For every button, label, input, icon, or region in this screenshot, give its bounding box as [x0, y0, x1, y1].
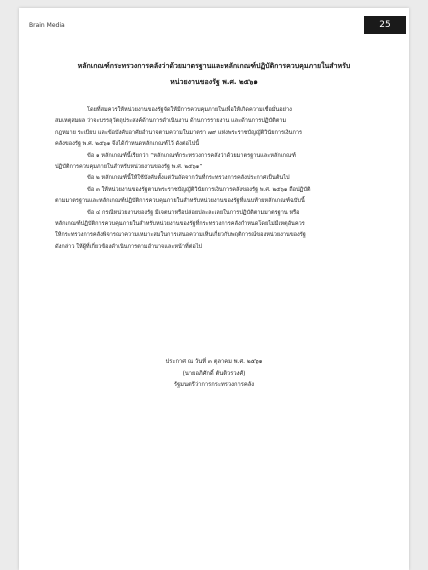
text-line: คลังของรัฐ พ.ศ. ๒๕๖๑ จึงได้กำหนดหลักเกณฑ์ไว้ ดังต่อไปนี้	[55, 141, 200, 148]
text-line: หลักเกณฑ์ปฏิบัติการควบคุมภายในสำหรับหน่วยงานของรัฐที่กระทรวงการคลังกำหนดโดยไม่มีเหตุอันควร	[55, 221, 305, 228]
signatory-name: (นายอภิศักดิ์ ตันติวรวงศ์)	[182, 370, 246, 377]
text-line: ข้อ ๒ หลักเกณฑ์นี้ให้ใช้บังคับตั้งแต่วันถัดจากวันที่กระทรวงการคลังประกาศเป็นต้นไป	[87, 175, 290, 182]
header-brand: Brain Media	[29, 22, 65, 29]
text-line: โดยที่สมควรให้หน่วยงานของรัฐจัดให้มีการควบคุมภายในเพื่อให้เกิดความเชื่อมั่นอย่าง	[87, 107, 292, 113]
text-line: สมเหตุสมผล ว่าจะบรรลุวัตถุประสงค์ด้านการดำเนินงาน ด้านการรายงาน และด้านการปฏิบัติตาม	[55, 118, 287, 125]
text-line: ตามมาตรฐานและหลักเกณฑ์ปฏิบัติการควบคุมภายในสำหรับหน่วยงานของรัฐที่แนบท้ายหลักเกณฑ์ฉบับนี้	[55, 198, 305, 205]
page-number-badge: 25	[364, 16, 406, 34]
title-line: หลักเกณฑ์กระทรวงการคลังว่าด้วยมาตรฐานและหลักเกณฑ์ปฏิบัติการควบคุมภายในสำหรับ	[77, 62, 351, 70]
title-line: หน่วยงานของรัฐ พ.ศ. ๒๕๖๑	[170, 78, 258, 86]
text-line: กฎหมาย ระเบียบ และข้อบังคับอาศัยอำนาจตามความในมาตรา ๗๙ แห่งพระราชบัญญัติวินัยการเงินการ	[55, 129, 303, 136]
signatory-position: รัฐมนตรีว่าการกระทรวงการคลัง	[173, 382, 255, 388]
paragraph-clause-3	[55, 185, 383, 208]
text-line: ข้อ ๔ กรณีหน่วยงานของรัฐ มีเจตนาหรือปล่อยปละละเลยในการปฏิบัติตามมาตรฐาน หรือ	[87, 209, 300, 216]
text-line: ดังกล่าว ให้ผู้ที่เกี่ยวข้องดำเนินการตามอำนาจและหน้าที่ต่อไป	[55, 243, 203, 250]
document-title	[19, 58, 409, 90]
paragraph-clause-1	[55, 151, 383, 174]
announcement-date: ประกาศ ณ วันที่ ๓ ตุลาคม พ.ศ. ๒๕๖๑	[165, 359, 263, 365]
text-line: ให้กระทรวงการคลังพิจารณาความเหมาะสมในการเสนอความเห็นเกี่ยวกับพฤติการณ์ของหน่วยงานของรัฐ	[55, 232, 306, 239]
text-line: ข้อ ๓ ให้หน่วยงานของรัฐตามพระราชบัญญัติวินัยการเงินการคลังของรัฐ พ.ศ. ๒๕๖๑ ถือปฏิบัติ	[87, 186, 311, 193]
text-line: ข้อ ๑ หลักเกณฑ์นี้เรียกว่า “หลักเกณฑ์กระทรวงการคลังว่าด้วยมาตรฐานและหลักเกณฑ์	[87, 152, 296, 159]
text-line: ปฏิบัติการควบคุมภายในสำหรับหน่วยงานของรัฐ พ.ศ. ๒๕๖๑”	[55, 164, 203, 171]
paragraph-clause-4	[55, 208, 383, 254]
signature-block	[19, 357, 409, 392]
document-body	[55, 105, 383, 253]
paragraph-preamble	[55, 105, 383, 151]
paragraph-clause-2	[55, 173, 383, 184]
document-page	[19, 8, 409, 570]
